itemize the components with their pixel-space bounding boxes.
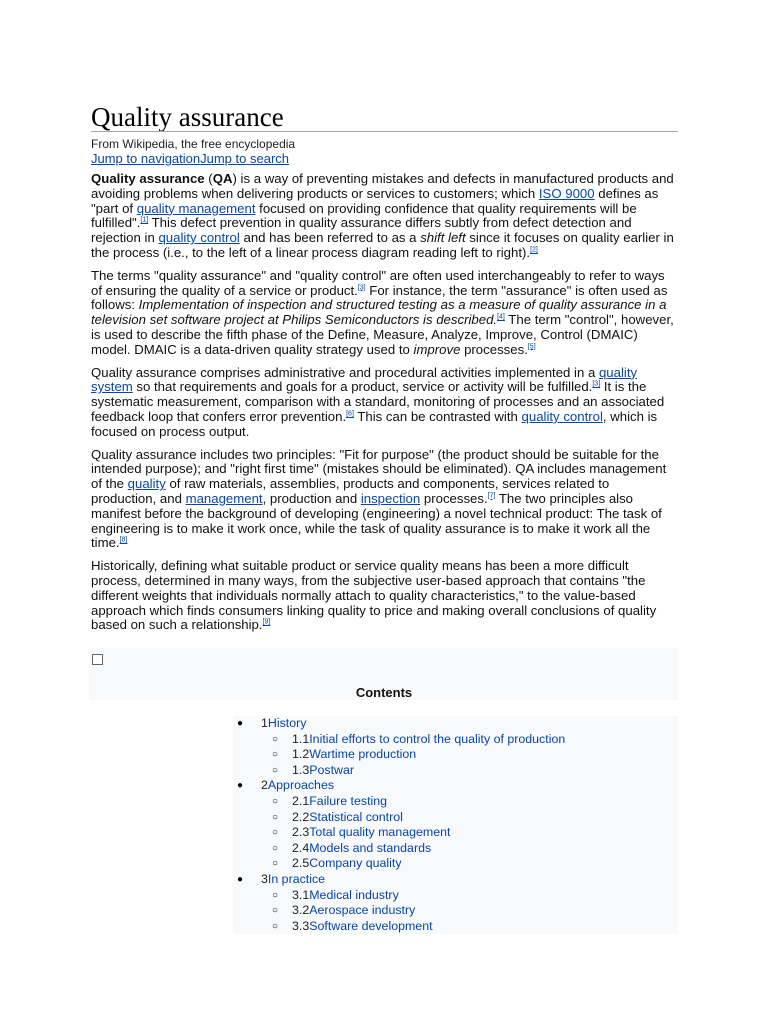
- toc-item[interactable]: [233, 810, 678, 826]
- toc-item[interactable]: [233, 888, 678, 904]
- reference-7[interactable]: [7]: [487, 492, 496, 500]
- reference-4[interactable]: [4]: [497, 313, 505, 321]
- italic-term: shift left: [420, 230, 466, 246]
- text: The terms "quality assurance" and "quality control" are often used interchangeably to refer to ways of ensuring the quality of a service or product.: [91, 267, 665, 298]
- toc-toggle-checkbox[interactable]: [92, 654, 103, 665]
- bold-term: QA: [212, 171, 233, 186]
- bullet-disc-icon: ●: [237, 780, 244, 792]
- toc-number: 1: [261, 716, 268, 730]
- toc-number: 1.1: [292, 731, 310, 746]
- toc-label[interactable]: Aerospace industry: [309, 903, 416, 918]
- toc-link[interactable]: [261, 716, 306, 732]
- text: defines as "part of: [91, 185, 659, 216]
- text: For instance, the term "assurance" is often used as follows:: [91, 282, 668, 313]
- toc-item[interactable]: [233, 872, 678, 888]
- toc-link[interactable]: [292, 825, 450, 841]
- title-divider: [91, 131, 678, 132]
- toc-number: 2.3: [292, 825, 310, 840]
- bullet-disc-icon: ●: [237, 873, 244, 885]
- reference-9[interactable]: [9]: [262, 618, 271, 626]
- paragraph-2: [91, 269, 678, 358]
- toc-link[interactable]: [261, 872, 325, 888]
- toc-number: 3.2: [292, 903, 310, 918]
- toc-number: 1.2: [292, 747, 310, 762]
- jump-links: [91, 151, 289, 166]
- toc-link[interactable]: [292, 732, 565, 748]
- link-quality[interactable]: quality: [127, 476, 166, 492]
- text: of raw materials, assemblies, products and components, services related to production, and: [91, 476, 610, 506]
- text: Historically, defining what suitable product or service quality means has been a more difficult process, determined in many ways, from the subjective user-based approach that contains "the different weights that individuals normally attach to quality characteristics," to the value-based approach which finds consumers linking quality to price and making overall conclusions of quality based on such a relationship.: [91, 558, 657, 633]
- toc-item[interactable]: [233, 903, 678, 919]
- bullet-circle-icon: ○: [272, 920, 279, 932]
- toc-label[interactable]: Wartime production: [309, 747, 417, 762]
- text: , production and: [262, 490, 361, 506]
- link-quality-control[interactable]: quality control: [521, 408, 603, 424]
- link-quality-control[interactable]: quality control: [158, 230, 240, 246]
- toc-number: 3.1: [292, 887, 310, 902]
- toc-link[interactable]: [292, 888, 399, 904]
- link-inspection[interactable]: inspection: [360, 490, 421, 506]
- toc-item[interactable]: [233, 732, 678, 748]
- toc-item[interactable]: [233, 794, 678, 810]
- toc-item[interactable]: [233, 841, 678, 857]
- reference-3[interactable]: [3]: [592, 380, 601, 388]
- text: processes.: [420, 490, 488, 506]
- toc-number: 2.2: [292, 809, 310, 824]
- bullet-circle-icon: ○: [272, 905, 279, 917]
- toc-link[interactable]: [292, 794, 387, 810]
- reference-6[interactable]: [6]: [346, 410, 354, 418]
- toc-label[interactable]: Total quality management: [309, 825, 451, 840]
- toc-number: 1.3: [292, 762, 310, 777]
- bullet-circle-icon: ○: [272, 733, 279, 745]
- article-body: [91, 172, 678, 641]
- toc-label[interactable]: Initial efforts to control the quality of production: [309, 731, 566, 746]
- link-management[interactable]: management: [185, 490, 263, 506]
- table-of-contents: [233, 716, 678, 934]
- toc-label[interactable]: History: [267, 716, 307, 730]
- toc-label[interactable]: Approaches: [267, 778, 335, 793]
- bullet-circle-icon: ○: [272, 858, 279, 870]
- toc-link[interactable]: [292, 763, 354, 779]
- toc-label[interactable]: Failure testing: [309, 793, 388, 808]
- bullet-circle-icon: ○: [272, 749, 279, 761]
- link-iso-9000[interactable]: ISO 9000: [538, 185, 595, 201]
- paragraph-5: [91, 559, 678, 633]
- toc-item[interactable]: [233, 825, 678, 841]
- text: and has been referred to as a: [239, 230, 421, 246]
- toc-link[interactable]: [292, 919, 433, 935]
- toc-link[interactable]: [292, 841, 431, 857]
- toc-label[interactable]: Software development: [309, 918, 433, 933]
- toc-link[interactable]: [292, 747, 416, 763]
- bullet-circle-icon: ○: [272, 827, 279, 839]
- text: , which is focused on process output.: [91, 408, 658, 439]
- paragraph-4: [91, 448, 678, 552]
- text: so that requirements and goals for a product, service or activity will be fulfilled.: [132, 379, 593, 395]
- text: since it focuses on quality earlier in the process (i.e., to the left of a linear process diagram reading left to right).: [91, 230, 674, 260]
- bullet-circle-icon: ○: [272, 842, 279, 854]
- toc-number: 2: [261, 778, 268, 793]
- bullet-circle-icon: ○: [272, 764, 279, 776]
- text: Quality assurance includes two principles: "Fit for purpose" (the product should be suitable for the intended purpose); and "right first time" (mistakes should be eliminated). QA includes management of the: [91, 446, 667, 492]
- toc-item[interactable]: [233, 763, 678, 779]
- italic-quote: Implementation of inspection and structured testing as a measure of quality assurance in a television set software project at Philips Semiconductors is described.: [91, 297, 667, 328]
- toc-label[interactable]: Models and standards: [309, 840, 432, 855]
- bold-term: Quality assurance: [91, 171, 205, 186]
- toc-title: Contents: [355, 685, 413, 700]
- toc-link[interactable]: [292, 856, 402, 872]
- toc-label[interactable]: Company quality: [309, 856, 402, 871]
- toc-item[interactable]: [233, 778, 678, 794]
- toc-link[interactable]: [292, 903, 415, 919]
- toc-link[interactable]: [261, 778, 334, 794]
- toc-number: 3: [261, 871, 268, 886]
- toc-label[interactable]: Medical industry: [309, 887, 399, 902]
- jump-to-search-link[interactable]: Jump to search: [200, 151, 289, 166]
- text: The term "control", however, is used to describe the fifth phase of the Define, Measure, Analyze, Improve, Control (DMAIC) model. DMAIC is a data-driven quality strategy used to: [91, 312, 674, 357]
- text: Quality assurance comprises administrative and procedural activities implemented in a: [91, 364, 599, 380]
- toc-label[interactable]: Postwar: [309, 762, 354, 777]
- reference-1[interactable]: [1]: [140, 217, 149, 224]
- text: This can be contrasted with: [353, 408, 522, 424]
- jump-to-navigation-link[interactable]: Jump to navigation: [91, 151, 201, 166]
- reference-3[interactable]: [3]: [357, 284, 366, 292]
- text: focused on providing confidence that quality requirements will be fulfilled".: [91, 200, 637, 231]
- paragraph-3: [91, 366, 678, 440]
- toc-item[interactable]: [233, 919, 678, 935]
- toc-number: 2.5: [292, 856, 310, 871]
- toc-label[interactable]: In practice: [267, 871, 326, 886]
- reference-2[interactable]: [2]: [530, 246, 538, 254]
- toc-number: 3.3: [292, 918, 310, 933]
- bullet-circle-icon: ○: [272, 811, 279, 823]
- text: (: [204, 171, 213, 186]
- toc-item[interactable]: [233, 747, 678, 763]
- toc-item[interactable]: [233, 856, 678, 872]
- tagline: From Wikipedia, the free encyclopedia: [91, 137, 296, 151]
- text: This defect prevention in quality assurance differs subtly from defect detection and rejection in: [91, 215, 632, 246]
- toc-number: 2.4: [292, 840, 310, 855]
- italic-term: improve: [413, 341, 461, 357]
- toc-number: 2.1: [292, 793, 310, 808]
- page-title: Quality assurance: [91, 102, 284, 132]
- link-quality-system[interactable]: quality system: [91, 364, 638, 395]
- paragraph-1: [91, 172, 678, 261]
- toc-link[interactable]: [292, 810, 403, 826]
- reference-5[interactable]: [5]: [527, 343, 536, 351]
- reference-8[interactable]: [8]: [119, 536, 128, 544]
- text: processes.: [460, 341, 528, 357]
- bullet-circle-icon: ○: [272, 795, 279, 807]
- bullet-disc-icon: ●: [237, 718, 244, 729]
- toc-item[interactable]: [233, 716, 678, 732]
- bullet-circle-icon: ○: [272, 889, 279, 901]
- text: The two principles also manifest before the background of developing (engineering) a novel technical product: The task of engineering is to make it work once, while the task of quality assurance is to make it work all the time.: [91, 490, 662, 551]
- link-quality-management[interactable]: quality management: [136, 200, 256, 216]
- text: It is the systematic measurement, comparison with a standard, monitoring of processes and an associated feedback loop that confers error prevention.: [91, 379, 665, 424]
- toc-label[interactable]: Statistical control: [309, 809, 403, 824]
- text: ) is a way of preventing mistakes and defects in manufactured products and avoiding problems when delivering products or services to customers; which: [91, 171, 674, 201]
